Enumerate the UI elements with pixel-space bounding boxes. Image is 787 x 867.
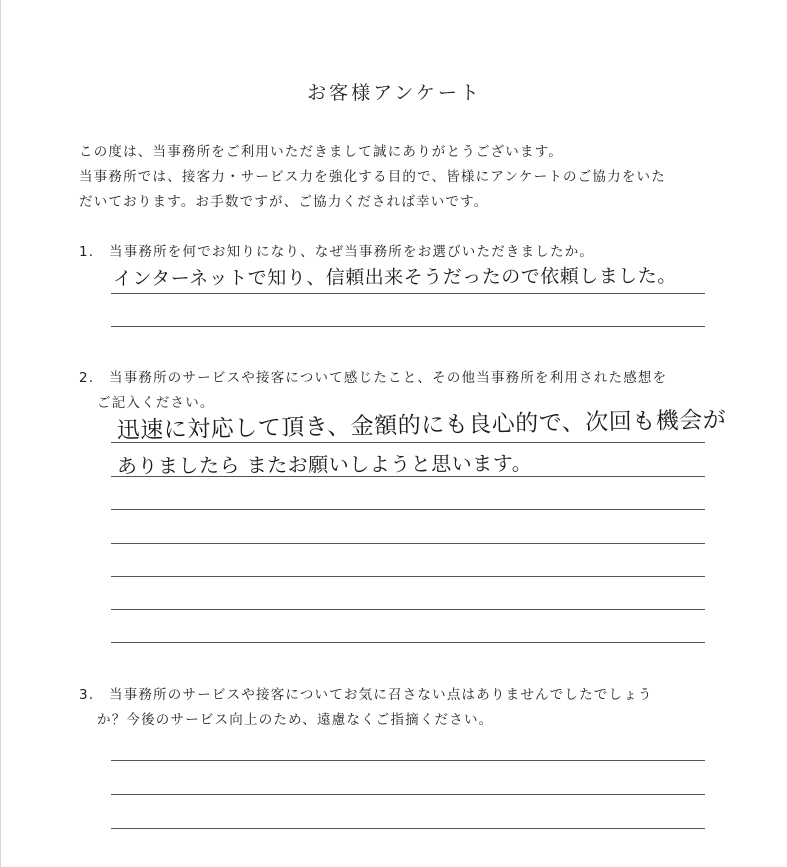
intro-line: だいております。お手数ですが、ご協力くだされば幸いです。: [79, 194, 489, 210]
answer-line: [111, 476, 705, 477]
answer-line: [111, 543, 705, 544]
question-text: か？今後のサービス向上のため、遠慮なくご指摘ください。: [97, 712, 494, 728]
question-number: 2.: [79, 370, 95, 386]
answer-line: [111, 794, 705, 795]
handwritten-answer: 迅速に対応して頂き、金額的にも良心的で、次回も機会が: [116, 407, 727, 445]
intro-line: この度は、当事務所をご利用いただきまして誠にありがとうございます。: [79, 144, 564, 160]
handwritten-answer: インターネットで知り、信頼出来そうだったので依頼しました。: [112, 265, 677, 290]
intro-line: 当事務所では、接客力・サービス力を強化する目的で、皆様にアンケートのご協力をいた: [79, 169, 666, 185]
page-title: お客様アンケート: [307, 82, 482, 104]
answer-line: [111, 576, 705, 577]
answer-line: [111, 509, 705, 510]
question-number: 1.: [79, 244, 95, 260]
question-text: 当事務所を何でお知りになり、なぜ当事務所をお選びいただきましたか。: [109, 244, 595, 260]
answer-line: [111, 642, 705, 643]
question-text: 当事務所のサービスや接客について感じたこと、その他当事務所を利用された感想を: [109, 370, 668, 386]
handwritten-answer: ありましたら またお願いしようと思います。: [116, 451, 533, 479]
answer-line: [111, 609, 705, 610]
answer-line: [111, 760, 705, 761]
answer-line: [111, 442, 705, 443]
answer-line: [111, 293, 705, 294]
question-text: ご記入ください。: [97, 395, 215, 411]
question-3: [79, 683, 739, 733]
question-number: 3.: [79, 687, 95, 703]
intro-paragraph: [79, 140, 729, 215]
answer-line: [111, 326, 705, 327]
question-text: 当事務所のサービスや接客についてお気に召さない点はありませんでしたでしょう: [109, 687, 653, 703]
answer-line: [111, 828, 705, 829]
